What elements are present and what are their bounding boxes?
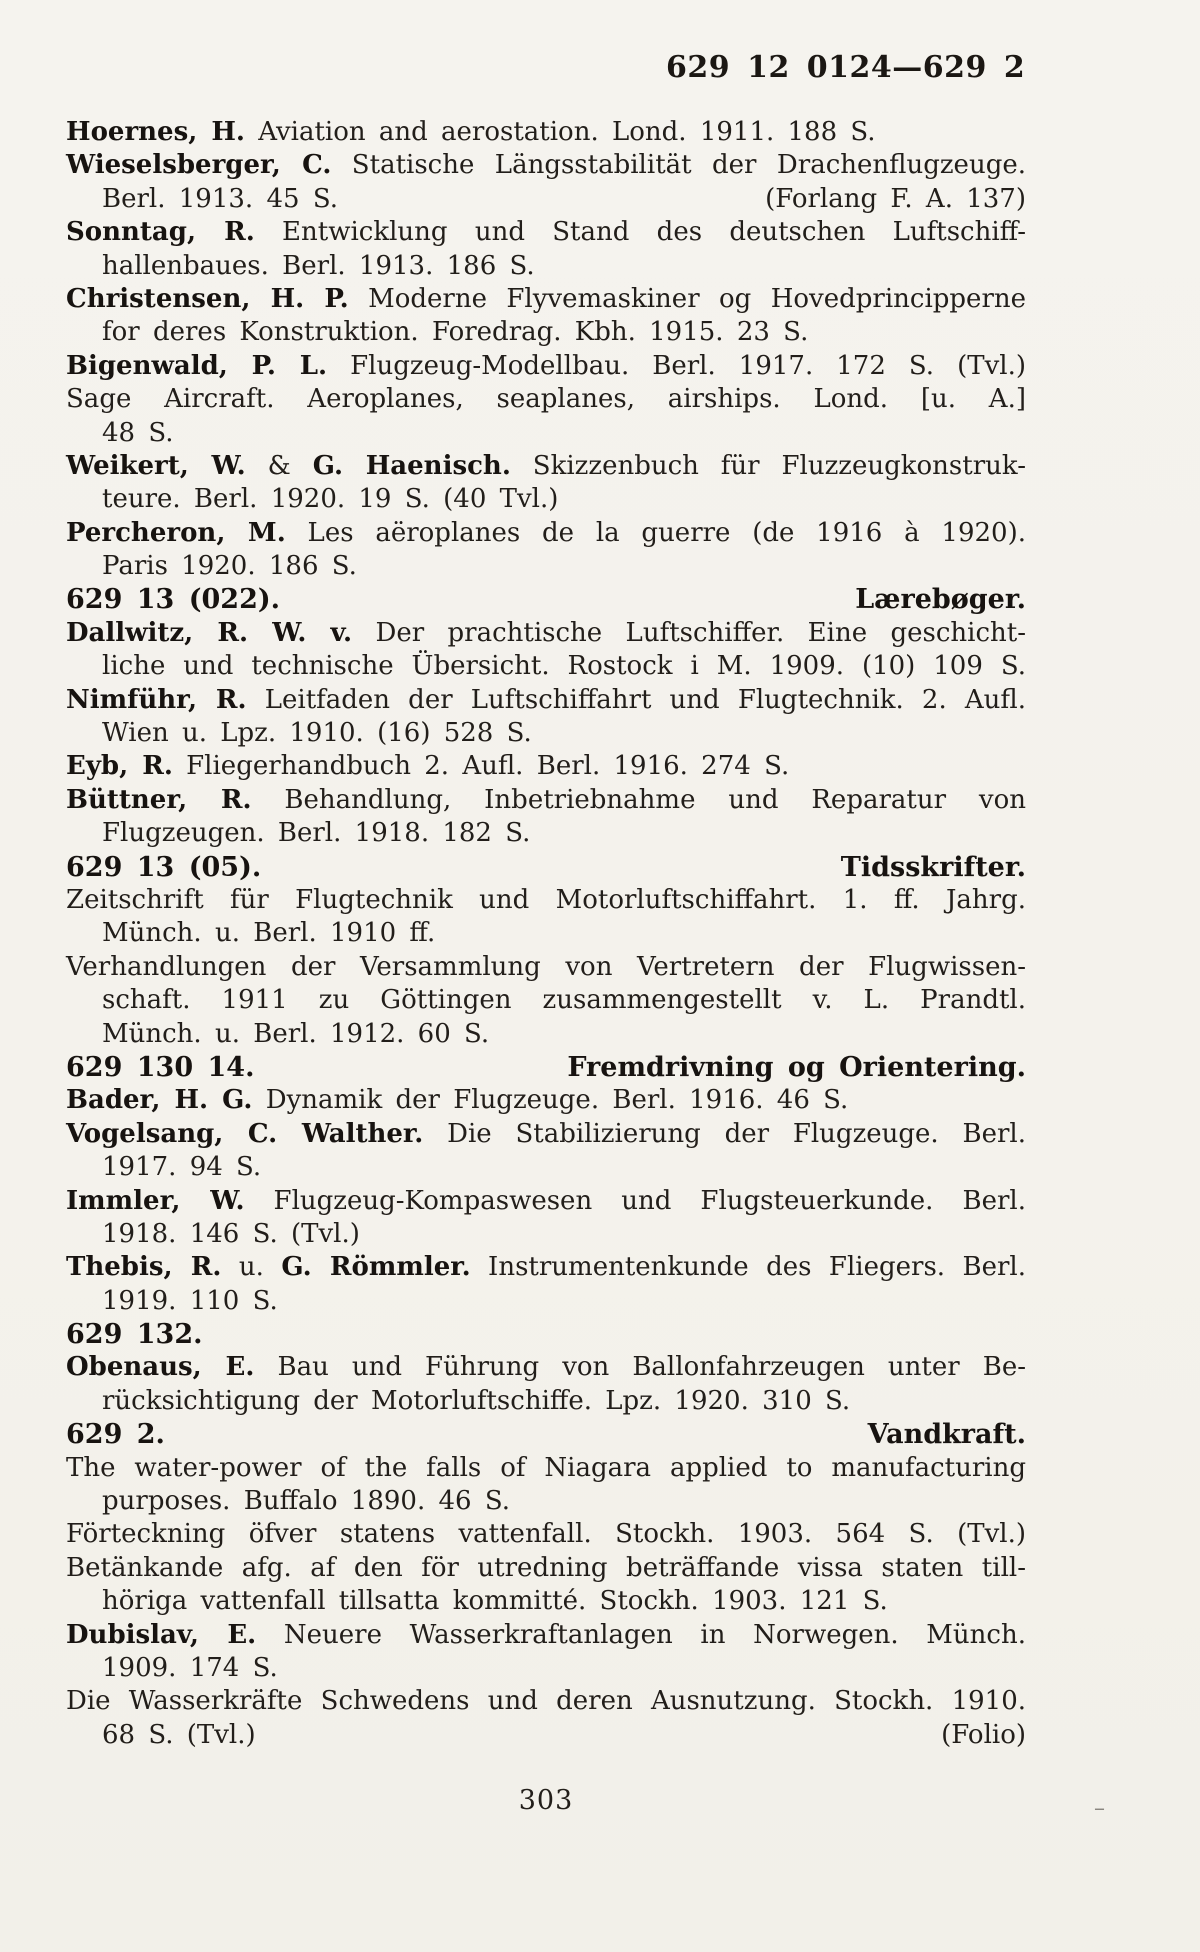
catalog-entry-line [66, 216, 1026, 249]
section-label: Fremdrivning og Orientering. [567, 1051, 1026, 1083]
catalog-continuation-line [66, 250, 1026, 283]
author-name: Thebis, R. [66, 1252, 222, 1283]
page-header-classification: 629 12 0124—629 2 [666, 50, 1026, 85]
entry-text: Die Stabilizierung der Flugzeuge. Berl. [423, 1118, 1027, 1149]
catalog-continuation-line [66, 1652, 1026, 1685]
author-name: Christensen, H. P. [66, 283, 349, 314]
author-name: Hoernes, H. [66, 117, 245, 147]
entry-text: schaft. 1911 zu Göttingen zusammengestellt v. L. Prandtl. [102, 985, 1026, 1016]
catalog-entry-line [66, 149, 1026, 182]
catalog-entry-line [66, 450, 1026, 483]
entry-text: Bau und Führung von Ballonfahrzeugen unter Be- [254, 1352, 1026, 1383]
entry-text: Flugzeug-Modellbau. Berl. 1917. 172 S. (Tvl.) [327, 350, 1026, 381]
entry-text: Münch. u. Berl. 1910 ff. [102, 918, 436, 949]
scan-artifact-dash: – [1094, 1796, 1105, 1821]
entry-text: 48 S. [102, 417, 174, 448]
entry-text: Aviation and aerostation. Lond. 1911. 188 S. [244, 117, 876, 147]
catalog-entry-line [66, 1118, 1026, 1151]
catalog-continuation-line [66, 1285, 1026, 1318]
catalog-entry-line [66, 283, 1026, 316]
catalog-entry-line [66, 750, 1026, 783]
entry-right-note: (Folio) [941, 1719, 1026, 1750]
catalog-continuation-line [66, 183, 1026, 216]
catalog-continuation-line [66, 1218, 1026, 1251]
catalog-entry-line [66, 617, 1026, 650]
entry-text: höriga vattenfall tillsatta kommitté. Stockh. 1903. 121 S. [102, 1586, 888, 1617]
entry-text: The water-power of the falls of Niagara applied to manufacturing [66, 1452, 1026, 1483]
entry-text: u. [221, 1252, 282, 1283]
entry-text: rücksichtigung der Motorluftschiffe. Lpz. 1920. 310 S. [102, 1385, 851, 1416]
catalog-continuation-line [66, 1385, 1026, 1418]
entry-text: Entwicklung und Stand des deutschen Luftschiff- [254, 217, 1026, 248]
entry-text: Die Wasserkräfte Schwedens und deren Ausnutzung. Stockh. 1910. [66, 1686, 1026, 1717]
catalog-continuation-line [66, 1719, 1026, 1752]
section-heading-line [66, 1418, 1026, 1451]
entry-text: hallenbaues. Berl. 1913. 186 S. [102, 250, 535, 281]
catalog-entry-line [66, 951, 1026, 984]
author-name: Dallwitz, R. W. v. [66, 617, 353, 648]
catalog-entry-line [66, 1084, 1026, 1117]
classification-number: 629 2. [66, 1419, 165, 1451]
author-name: Sonntag, R. [66, 217, 255, 248]
entry-text: Neuere Wasserkraftanlagen in Norwegen. Münch. [256, 1619, 1026, 1650]
entry-text: Sage Aircraft. Aeroplanes, seaplanes, airships. Lond. [u. A.] [66, 384, 1026, 415]
catalog-entry-line [66, 350, 1026, 383]
entry-text: Zeitschrift für Flugtechnik und Motorluftschiffahrt. 1. ff. Jahrg. [66, 884, 1026, 915]
catalog-entry-line [66, 383, 1026, 416]
catalog-entry-line [66, 1518, 1026, 1551]
entry-text: Instrumentenkunde des Fliegers. Berl. [470, 1252, 1026, 1283]
catalog-entry-line [66, 1619, 1026, 1652]
catalog-entry-line [66, 517, 1026, 550]
entry-text: Dynamik der Flugzeuge. Berl. 1916. 46 S. [252, 1085, 849, 1116]
author-name: Obenaus, E. [66, 1352, 255, 1383]
author-name: Percheron, M. [66, 517, 286, 548]
entry-text: teure. Berl. 1920. 19 S. (40 Tvl.) [102, 484, 559, 515]
catalog-continuation-line [66, 550, 1026, 583]
catalog-continuation-line [66, 817, 1026, 850]
text-block [66, 0, 1026, 1817]
entry-text: & [245, 450, 313, 481]
catalog-continuation-line [66, 1018, 1026, 1051]
entry-text: Betänkande afg. af den för utredning beträffande vissa staten till- [66, 1552, 1026, 1583]
section-heading-line [66, 1318, 1026, 1351]
section-heading-line [66, 1051, 1026, 1084]
author-name: G. Römmler. [281, 1252, 471, 1283]
catalog-entry-line [66, 784, 1026, 817]
entry-text: Förteckning öfver statens vattenfall. Stockh. 1903. 564 S. (Tvl.) [66, 1519, 1026, 1550]
section-label: Tidsskrifter. [840, 851, 1026, 883]
author-name: Büttner, R. [66, 784, 252, 815]
entry-text: for deres Konstruktion. Foredrag. Kbh. 1915. 23 S. [102, 317, 809, 348]
author-name: Eyb, R. [66, 751, 173, 782]
classification-number: 629 13 (022). [66, 584, 281, 616]
section-heading-line [66, 583, 1026, 616]
entry-text: Moderne Flyvemaskiner og Hovedprincipperne [348, 283, 1027, 314]
entry-text: 1918. 146 S. (Tvl.) [102, 1218, 360, 1249]
catalog-lines [66, 116, 1026, 1752]
catalog-entry-line [66, 1452, 1026, 1485]
catalog-continuation-line [66, 917, 1026, 950]
entry-text: 1917. 94 S. [102, 1152, 262, 1183]
entry-text: 1909. 174 S. [102, 1652, 278, 1683]
author-name: Bigenwald, P. L. [66, 350, 328, 381]
catalog-continuation-line [66, 717, 1026, 750]
catalog-entry-line [66, 684, 1026, 717]
entry-text: Leitfaden der Luftschiffahrt und Flugtechnik. 2. Aufl. [246, 684, 1026, 715]
entry-text: Les aëroplanes de la guerre (de 1916 à 1920). [285, 517, 1026, 548]
page-number: 303 [518, 1785, 574, 1817]
author-name: Bader, H. G. [66, 1085, 253, 1116]
catalog-continuation-line [66, 1485, 1026, 1518]
author-name: Wieselsberger, C. [66, 150, 332, 181]
catalog-continuation-line [66, 417, 1026, 450]
entry-text: 68 S. (Tvl.) [102, 1719, 256, 1750]
catalog-entry-line [66, 884, 1026, 917]
author-name: G. Haenisch. [312, 450, 511, 481]
entry-text: liche und technische Übersicht. Rostock i M. 1909. (10) 109 S. [102, 651, 1026, 682]
author-name: Dubislav, E. [66, 1619, 257, 1650]
entry-text: Der prachtische Luftschiffer. Eine geschicht- [352, 617, 1026, 648]
catalog-continuation-line [66, 316, 1026, 349]
catalog-continuation-line [66, 1585, 1026, 1618]
entry-text: Statische Längsstabilität der Drachenflugzeuge. [331, 150, 1026, 181]
section-heading-line [66, 851, 1026, 884]
author-name: Nimführ, R. [66, 684, 247, 715]
section-label: Lærebøger. [855, 584, 1026, 616]
catalog-entry-line [66, 1251, 1026, 1284]
catalog-entry-line [66, 1351, 1026, 1384]
entry-text: Skizzenbuch für Fluzzeugkonstruk- [510, 450, 1026, 481]
author-name: Immler, W. [66, 1185, 245, 1216]
classification-number: 629 132. [66, 1319, 203, 1351]
entry-right-note: (Forlang F. A. 137) [765, 183, 1026, 214]
entry-text: Münch. u. Berl. 1912. 60 S. [102, 1018, 490, 1049]
entry-text: Fliegerhandbuch 2. Aufl. Berl. 1916. 274 S. [172, 751, 790, 782]
classification-number: 629 13 (05). [66, 851, 262, 883]
entry-text: Berl. 1913. 45 S. [102, 183, 338, 214]
catalog-entry-line [66, 1552, 1026, 1585]
catalog-continuation-line [66, 483, 1026, 516]
entry-text: Wien u. Lpz. 1910. (16) 528 S. [102, 718, 532, 749]
entry-text: Behandlung, Inbetriebnahme und Reparatur von [251, 784, 1026, 815]
catalog-continuation-line [66, 984, 1026, 1017]
entry-left [102, 183, 338, 216]
catalog-entry-line [66, 1685, 1026, 1718]
entry-text: purposes. Buffalo 1890. 46 S. [102, 1486, 510, 1517]
entry-text: Verhandlungen der Versammlung von Vertretern der Flugwissen- [66, 951, 1026, 982]
entry-text: Flugzeugen. Berl. 1918. 182 S. [102, 818, 531, 849]
catalog-continuation-line [66, 650, 1026, 683]
catalog-continuation-line [66, 1151, 1026, 1184]
catalog-entry-line [66, 1185, 1026, 1218]
entry-left [102, 1719, 256, 1752]
author-name: Vogelsang, C. Walther. [66, 1118, 424, 1149]
entry-text: 1919. 110 S. [102, 1285, 278, 1316]
classification-number: 629 130 14. [66, 1051, 255, 1083]
entry-text: Paris 1920. 186 S. [102, 551, 357, 582]
author-name: Weikert, W. [66, 450, 246, 481]
entry-text: Flugzeug-Kompaswesen und Flugsteuerkunde. Berl. [244, 1185, 1026, 1216]
section-label: Vandkraft. [867, 1419, 1026, 1451]
catalog-entry-line [66, 116, 1026, 149]
